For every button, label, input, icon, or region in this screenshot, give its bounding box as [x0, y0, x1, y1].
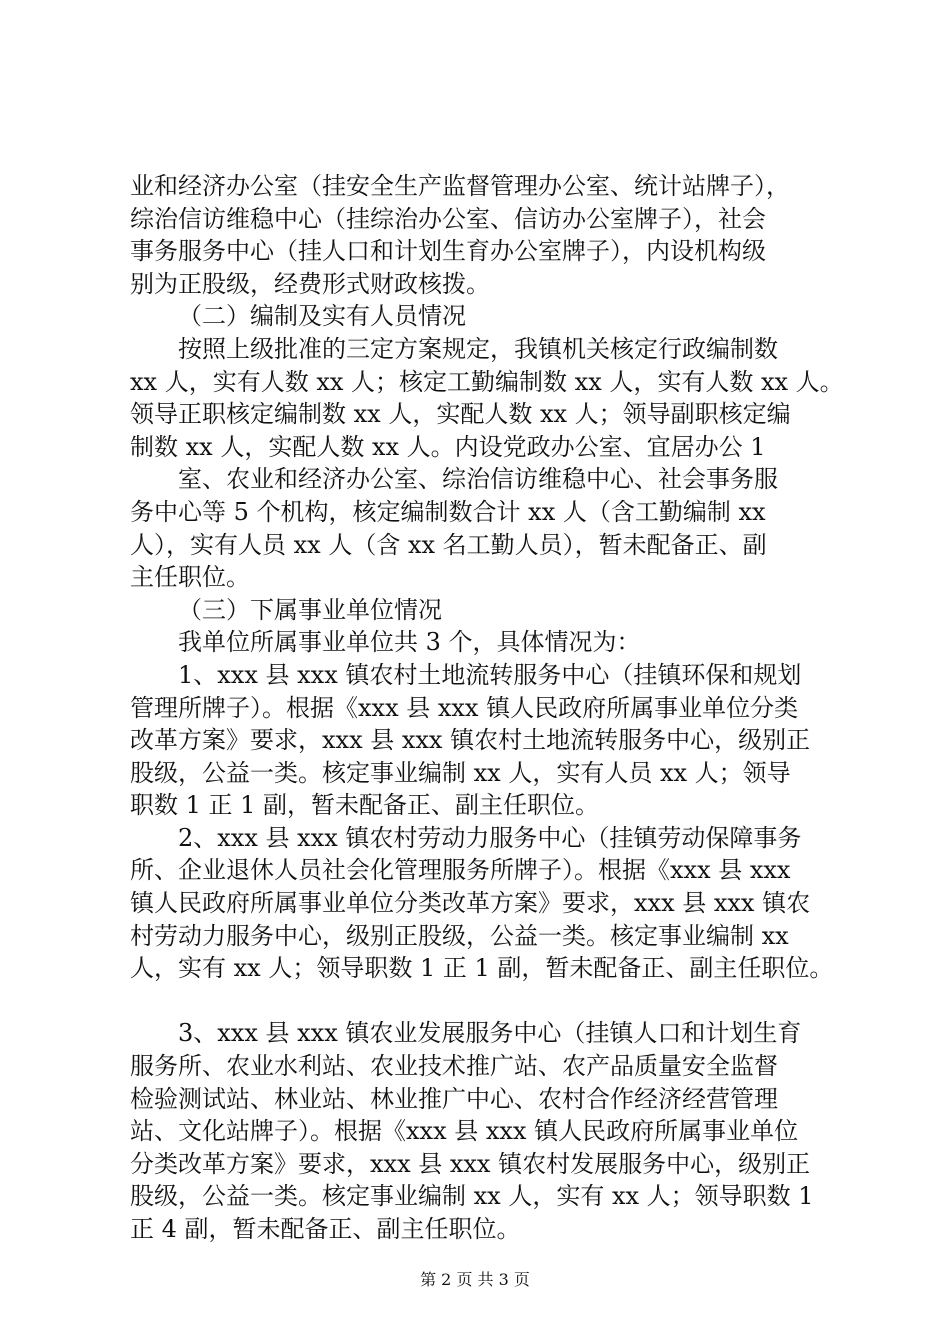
page-footer: 第 2 页 共 3 页	[420, 1270, 530, 1289]
text-line: 按照上级批准的三定方案规定，我镇机关核定行政编制数	[178, 334, 778, 363]
text-line: 领导正职核定编制数 xx 人，实配人数 xx 人；领导副职核定编	[130, 400, 791, 429]
text-line: 服务所、农业水利站、农业技术推广站、农产品质量安全监督	[130, 1052, 778, 1081]
text-line: 人，实有 xx 人；领导职数 1 正 1 副，暂未配备正、副主任职位。	[130, 954, 834, 983]
text-line: 职数 1 正 1 副，暂未配备正、副主任职位。	[130, 791, 600, 820]
text-line: 所、企业退休人员社会化管理服务所牌子）。根据《xxx 县 xxx	[130, 856, 791, 885]
text-line: 综治信访维稳中心（挂综治办公室、信访办公室牌子），社会	[130, 204, 766, 233]
blank-line	[130, 985, 845, 1018]
text-line: 正 4 副，暂未配备正、副主任职位。	[130, 1215, 521, 1243]
text-line: （二）编制及实有人员情况	[178, 302, 466, 331]
text-line: 制数 xx 人，实配人数 xx 人。内设党政办公室、宜居办公 1	[130, 432, 766, 461]
text-line: xx 人，实有人数 xx 人；核定工勤编制数 xx 人，实有人数 xx 人。	[130, 367, 844, 396]
document-body	[130, 170, 845, 1246]
text-line: 站、文化站牌子）。根据《xxx 县 xxx 镇人民政府所属事业单位	[130, 1117, 799, 1146]
text-line: 人），实有人员 xx 人（含 xx 名工勤人员），暂未配备正、副	[130, 530, 767, 559]
text-line: 事务服务中心（挂人口和计划生育办公室牌子），内设机构级	[130, 237, 766, 266]
text-line: 村劳动力服务中心，级别正股级，公益一类。核定事业编制 xx	[130, 921, 789, 950]
text-line: 改革方案》要求，xxx 县 xxx 镇农村土地流转服务中心，级别正	[130, 726, 811, 755]
text-line: 股级，公益一类。核定事业编制 xx 人，实有人员 xx 人；领导	[130, 758, 791, 787]
text-line: 股级，公益一类。核定事业编制 xx 人，实有 xx 人；领导职数 1	[130, 1182, 814, 1211]
text-line: （三）下属事业单位情况	[178, 595, 442, 624]
text-line: 分类改革方案》要求，xxx 县 xxx 镇农村发展服务中心，级别正	[130, 1149, 811, 1178]
text-line: 业和经济办公室（挂安全生产监督管理办公室、统计站牌子），	[130, 172, 790, 200]
text-line: 2、xxx 县 xxx 镇农村劳动力服务中心（挂镇劳动保障事务	[178, 823, 802, 852]
text-line: 务中心等 5 个机构，核定编制数合计 xx 人（含工勤编制 xx	[130, 497, 766, 526]
text-line: 主任职位。	[130, 563, 250, 592]
text-line: 我单位所属事业单位共 3 个，具体情况为：	[178, 628, 641, 657]
text-line: 管理所牌子）。根据《xxx 县 xxx 镇人民政府所属事业单位分类	[130, 693, 799, 722]
text-line: 室、农业和经济办公室、综治信访维稳中心、社会事务服	[178, 465, 778, 494]
text-line: 检验测试站、林业站、林业推广中心、农村合作经济经营管理	[130, 1084, 778, 1113]
text-line: 别为正股级，经费形式财政核拨。	[130, 269, 490, 298]
text-line: 3、xxx 县 xxx 镇农业发展服务中心（挂镇人口和计划生育	[178, 1019, 802, 1048]
text-line: 镇人民政府所属事业单位分类改革方案》要求，xxx 县 xxx 镇农	[130, 889, 811, 918]
text-line: 1、xxx 县 xxx 镇农村土地流转服务中心（挂镇环保和规划	[178, 660, 802, 689]
